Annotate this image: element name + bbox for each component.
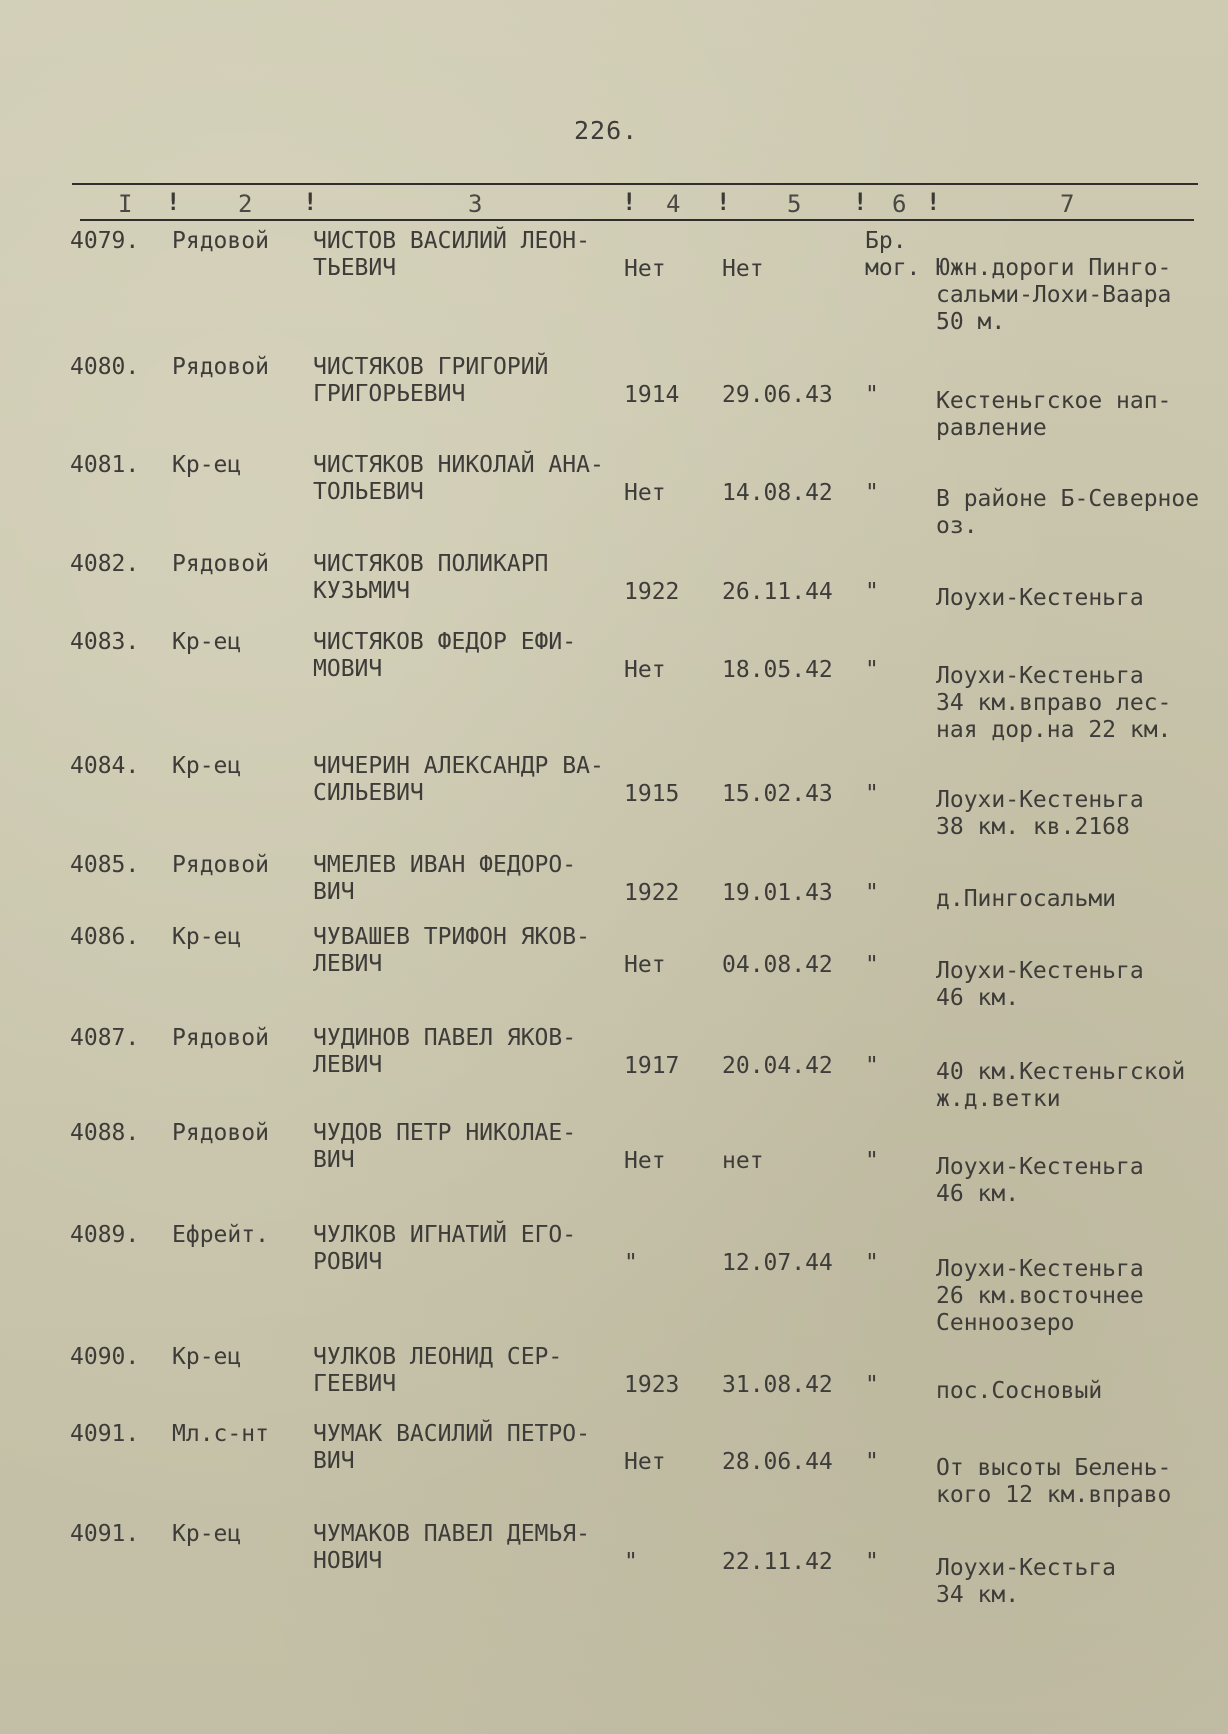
column-separator: ! [853, 188, 868, 216]
record-number: 4091. [70, 1521, 140, 1547]
record-birth-year: Нет [624, 657, 666, 683]
record-number: 4081. [70, 452, 140, 478]
record-burial-type: мог. [865, 255, 921, 281]
record-burial-place-line: 34 км. [936, 1582, 1020, 1608]
record-name-line: ЧУМАК ВАСИЛИЙ ПЕТРО- [313, 1421, 590, 1447]
record-name-line: ЧИСТЯКОВ ФЕДОР ЕФИ- [313, 629, 577, 655]
record-burial-type: " [865, 1549, 879, 1575]
record-burial-place-line: сальми-Лохи-Ваара [936, 282, 1172, 308]
record-death-date: 20.04.42 [722, 1053, 833, 1079]
column-separator: ! [622, 188, 637, 216]
record-burial-place-line: 34 км.вправо лес- [936, 690, 1172, 716]
record-burial-place-line: Лоухи-Кестеньга [936, 1154, 1144, 1180]
record-death-date: нет [722, 1148, 764, 1174]
record-number: 4087. [70, 1025, 140, 1051]
record-birth-year: 1917 [624, 1053, 680, 1079]
record-burial-type: " [865, 1372, 879, 1398]
record-burial-type: " [865, 781, 879, 807]
record-name-line: ЧИСТЯКОВ ГРИГОРИЙ [313, 354, 549, 380]
record-birth-year: Нет [624, 256, 666, 282]
record-name-line: ЧУДИНОВ ПАВЕЛ ЯКОВ- [313, 1025, 577, 1051]
record-burial-place-line: От высоты Белень- [936, 1455, 1172, 1481]
record-name-line: СИЛЬЕВИЧ [313, 780, 424, 806]
record-burial-place-line: Лоухи-Кестеньга [936, 787, 1144, 813]
record-birth-year: 1914 [624, 382, 680, 408]
record-burial-place-line: Сенноозеро [936, 1310, 1075, 1336]
record-death-date: 18.05.42 [722, 657, 833, 683]
column-header-6: 6 [892, 190, 907, 218]
record-burial-place-line: 40 км.Кестеньгской [936, 1059, 1186, 1085]
record-burial-place-line: Лоухи-Кестеньга [936, 585, 1144, 611]
record-rank: Кр-ец [172, 1521, 242, 1547]
record-death-date: 12.07.44 [722, 1250, 833, 1276]
record-number: 4090. [70, 1344, 140, 1370]
record-death-date: 22.11.42 [722, 1549, 833, 1575]
record-burial-place-line: 50 м. [936, 309, 1006, 335]
column-separator: ! [926, 188, 941, 216]
record-burial-type: " [865, 952, 879, 978]
record-death-date: 29.06.43 [722, 382, 833, 408]
record-burial-type: " [865, 657, 879, 683]
record-name-line: РОВИЧ [313, 1249, 383, 1275]
record-burial-place-line: Лоухи-Кестьга [936, 1555, 1117, 1581]
record-burial-place-line: Южн.дороги Пинго- [936, 255, 1172, 281]
record-rank: Рядовой [172, 228, 269, 254]
record-death-date: 28.06.44 [722, 1449, 833, 1475]
record-name-line: ЧУЛКОВ ЛЕОНИД СЕР- [313, 1344, 563, 1370]
record-birth-year: 1923 [624, 1372, 680, 1398]
record-number: 4086. [70, 924, 140, 950]
record-number: 4080. [70, 354, 140, 380]
record-number: 4091. [70, 1421, 140, 1447]
record-burial-place-line: 38 км. кв.2168 [936, 814, 1130, 840]
record-death-date: 14.08.42 [722, 480, 833, 506]
record-name-line: ЧИЧЕРИН АЛЕКСАНДР ВА- [313, 753, 604, 779]
column-header-3: 3 [468, 190, 483, 218]
record-burial-place-line: оз. [936, 513, 978, 539]
column-separator: ! [303, 188, 318, 216]
record-burial-place-line: 46 км. [936, 1181, 1020, 1207]
record-rank: Кр-ец [172, 753, 242, 779]
record-number: 4089. [70, 1222, 140, 1248]
record-number: 4088. [70, 1120, 140, 1146]
record-death-date: 26.11.44 [722, 579, 833, 605]
record-rank: Рядовой [172, 551, 269, 577]
record-burial-type: " [865, 1053, 879, 1079]
record-burial-place-line: пос.Сосновый [936, 1378, 1103, 1404]
record-name-line: ЧУЛКОВ ИГНАТИЙ ЕГО- [313, 1222, 577, 1248]
record-name-line: ЧИСТОВ ВАСИЛИЙ ЛЕОН- [313, 228, 590, 254]
record-burial-place-line: Лоухи-Кестеньга [936, 663, 1144, 689]
record-name-line: ЧУМАКОВ ПАВЕЛ ДЕМЬЯ- [313, 1521, 590, 1547]
record-name-line: ТЬЕВИЧ [313, 255, 397, 281]
record-name-line: ВИЧ [313, 1448, 355, 1474]
record-birth-year: " [624, 1549, 638, 1575]
record-burial-place-line: ж.д.ветки [936, 1086, 1061, 1112]
record-rank: Кр-ец [172, 452, 242, 478]
record-burial-type: " [865, 880, 879, 906]
record-number: 4085. [70, 852, 140, 878]
column-header-2: 2 [238, 190, 253, 218]
record-burial-place-line: 46 км. [936, 985, 1020, 1011]
record-burial-type: " [865, 1250, 879, 1276]
record-name-line: ГЕЕВИЧ [313, 1371, 397, 1397]
record-name-line: ТОЛЬЕВИЧ [313, 479, 424, 505]
record-burial-type: Бр. [865, 228, 907, 254]
record-burial-place-line: равление [936, 415, 1047, 441]
column-separator: ! [166, 188, 181, 216]
column-separator: ! [716, 188, 731, 216]
record-death-date: 15.02.43 [722, 781, 833, 807]
column-header-7: 7 [1060, 190, 1075, 218]
record-number: 4083. [70, 629, 140, 655]
record-birth-year: 1922 [624, 880, 680, 906]
record-name-line: ЧИСТЯКОВ НИКОЛАЙ АНА- [313, 452, 604, 478]
record-name-line: МОВИЧ [313, 656, 383, 682]
record-name-line: ЧУДОВ ПЕТР НИКОЛАЕ- [313, 1120, 577, 1146]
record-name-line: ЧМЕЛЕВ ИВАН ФЕДОРО- [313, 852, 577, 878]
record-burial-place-line: Лоухи-Кестеньга [936, 1256, 1144, 1282]
record-number: 4084. [70, 753, 140, 779]
record-name-line: ЛЕВИЧ [313, 1052, 383, 1078]
column-header-4: 4 [666, 190, 681, 218]
record-name-line: НОВИЧ [313, 1548, 383, 1574]
record-rank: Кр-ец [172, 924, 242, 950]
record-burial-place-line: Кестеньгское нап- [936, 388, 1172, 414]
record-rank: Ефрейт. [172, 1222, 269, 1248]
record-burial-place-line: 26 км.восточнее [936, 1283, 1144, 1309]
record-birth-year: 1915 [624, 781, 680, 807]
record-name-line: ЧИСТЯКОВ ПОЛИКАРП [313, 551, 549, 577]
record-birth-year: " [624, 1250, 638, 1276]
record-birth-year: 1922 [624, 579, 680, 605]
record-burial-place-line: ная дор.на 22 км. [936, 717, 1172, 743]
column-header-1: I [118, 190, 133, 218]
record-rank: Рядовой [172, 354, 269, 380]
record-death-date: 31.08.42 [722, 1372, 833, 1398]
record-burial-type: " [865, 480, 879, 506]
record-birth-year: Нет [624, 480, 666, 506]
record-rank: Рядовой [172, 1025, 269, 1051]
record-birth-year: Нет [624, 1148, 666, 1174]
record-death-date: Нет [722, 256, 764, 282]
record-burial-place-line: д.Пингосальми [936, 886, 1117, 912]
record-death-date: 04.08.42 [722, 952, 833, 978]
record-death-date: 19.01.43 [722, 880, 833, 906]
record-burial-place-line: Лоухи-Кестеньга [936, 958, 1144, 984]
record-number: 4082. [70, 551, 140, 577]
column-header-5: 5 [787, 190, 802, 218]
record-name-line: ЧУВАШЕВ ТРИФОН ЯКОВ- [313, 924, 590, 950]
record-birth-year: Нет [624, 1449, 666, 1475]
record-rank: Рядовой [172, 1120, 269, 1146]
record-burial-place-line: В районе Б-Северное [936, 486, 1200, 512]
record-name-line: ЛЕВИЧ [313, 951, 383, 977]
record-rank: Кр-ец [172, 1344, 242, 1370]
page-number: 226. [574, 116, 639, 145]
record-birth-year: Нет [624, 952, 666, 978]
record-rank: Рядовой [172, 852, 269, 878]
record-burial-place-line: кого 12 км.вправо [936, 1482, 1172, 1508]
record-rank: Мл.с-нт [172, 1421, 269, 1447]
header-top-rule [72, 183, 1198, 185]
record-name-line: ВИЧ [313, 1147, 355, 1173]
record-rank: Кр-ец [172, 629, 242, 655]
record-burial-type: " [865, 1449, 879, 1475]
record-number: 4079. [70, 228, 140, 254]
record-burial-type: " [865, 579, 879, 605]
record-name-line: ВИЧ [313, 879, 355, 905]
header-bottom-rule [80, 219, 1194, 221]
record-name-line: ГРИГОРЬЕВИЧ [313, 381, 466, 407]
record-burial-type: " [865, 382, 879, 408]
record-name-line: КУЗЬМИЧ [313, 578, 410, 604]
record-burial-type: " [865, 1148, 879, 1174]
